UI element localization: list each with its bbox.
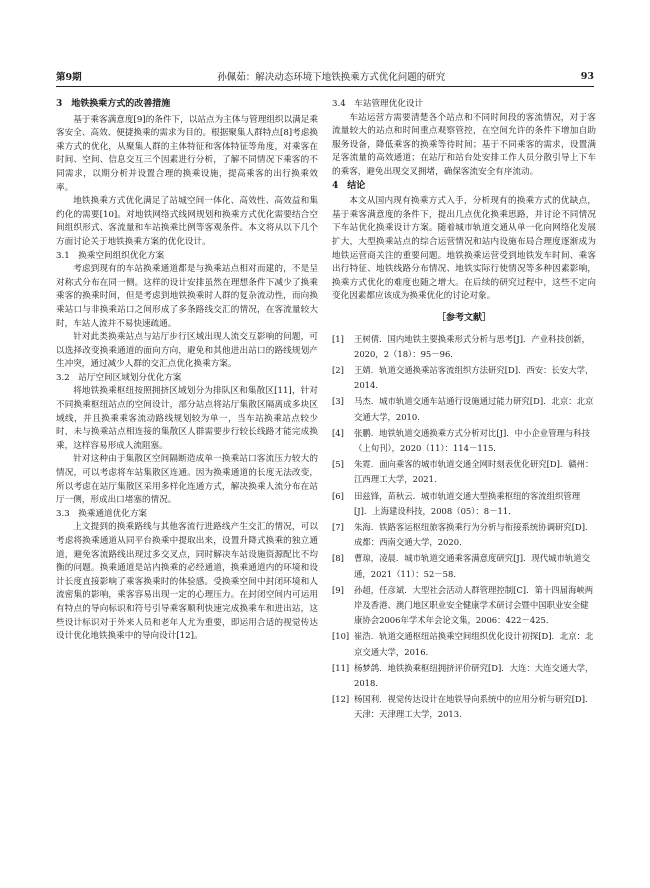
reference-text: 朱霓．面向乘客的城市轨道交通全网时刻表优化研究[D]．赣州：江西理工大学，2021．	[354, 459, 594, 485]
paragraph: 针对此类换乘站点与站厅步行区域出现人流交互影响的问题，可以选择改变换乘通道的面向方向，避免和其他进出站口的路线规划产生冲突，通过减少人群的交汇点优化换乘方案。	[56, 332, 318, 370]
reference-text: 曹琼，凌晨．城市轨道交通乘客满意度研究[J]．现代城市轨道交通，2021（11）：52－58．	[354, 553, 591, 579]
subsection-heading: 3.2 站厅空间区域划分优化方案	[56, 372, 182, 383]
page-number: 93	[580, 70, 594, 82]
header-rule	[56, 86, 594, 87]
reference-item	[332, 426, 596, 456]
paragraph: 基于乘客满意度[9]的条件下，以站点为主体与管理组织以满足乘客安全、高效、便捷换乘的需求为目的。根据聚集人群特点[8]考虑换乘方式的优化，从聚集人群的主体特征和客体特征等角度，对乘客在时间、空间、信息交互三个因素进行分析，了解不同情况下乘客的不同需求，以期分析并设置合理的换乘设施，提高乘客的出行换乘效率。	[56, 114, 318, 193]
reference-item	[332, 332, 596, 362]
reference-text: 朱海．铁路客运枢纽旅客换乘行为分析与衔接系统协调研究[D]．成都：西南交通大学，2020．	[354, 521, 594, 548]
reference-number: [1]	[332, 333, 344, 344]
reference-item	[332, 629, 596, 659]
references-title: ［参考文献］	[436, 312, 491, 323]
left-column	[56, 98, 318, 644]
paragraph: 针对这种由于集散区空间隔断造成单一换乘站口客流压力较大的情况，可以考虑将车站集散区连通。因为换乘通道的长度无法改变，所以考虑在站厅集散区采用多样化连通方式，解决换乘人流分布在站厅一侧，形成出口堵塞的情况。	[56, 454, 318, 506]
reference-text: 王树倩．国内地铁主要换乘形式分析与思考[J]．产业科技创新，2020，2（18）：95－96．	[354, 333, 591, 359]
issue-number: 第9期	[56, 72, 82, 83]
subsection-heading: 3.3 换乘通道优化方案	[56, 508, 148, 519]
reference-item	[332, 520, 596, 550]
reference-number: [4]	[332, 427, 344, 438]
reference-text: 田兹锋，苗秋云．城市轨道交通大型换乘枢纽的客流组织管理[J]．上海建设科技，2008（05）：8－11．	[354, 490, 581, 516]
paragraph: 考虑到现有的车站换乘通道都是与换乘站点相对而建的，不是呈对称式分布在同一侧。这样的设计安排虽然在理想条件下减少了换乘乘客的换乘时间，但是考虑到地铁换乘时人群的复杂流动性，而向换乘站口与非换乘站口之间形成了多条路线交汇的情况，在客流量较大时，车站人流并不易快速疏通。	[56, 264, 318, 329]
running-title: 孙佩茹：解决动态环境下地铁换乘方式优化问题的研究	[217, 72, 446, 83]
reference-item	[332, 457, 596, 487]
subsection-heading: 3.1 换乘空间组织优化方案	[56, 250, 165, 261]
reference-item	[332, 551, 596, 581]
right-column-body	[332, 98, 596, 304]
reference-text: 张鹏．地铁轨道交通换乘方式分析对比[J]．中小企业管理与科技（上旬刊），2020（11）：114－115．	[354, 427, 591, 453]
reference-text: 孙超，任彦斌．大型社会活动人群管理控制[C]．第十四届海峡两岸及香港、澳门地区职业安全健康学术研讨会暨中国职业安全健康协会2006年学术年会论文集，2006：422－425．	[354, 584, 594, 626]
right-column	[332, 98, 596, 724]
reference-text: 杨梦鸽．地铁换乘枢纽拥挤评价研究[D]．大连：大连交通大学，2018．	[354, 662, 594, 688]
paragraph: 车站运营方需要清楚各个站点和不同时间段的客流情况，对于客流量较大的站点和时间重点观察管控，在空间允许的条件下增加自助服务设备，降低乘客的换乘等待时间；基于不同乘客的需求，设置满足客流量的高效通道；在站厅和站台处安排工作人员分散引导上下车的乘客，避免出现交叉拥堵，确保客流安全有序流动。	[332, 112, 596, 177]
reference-item	[332, 394, 596, 424]
running-header	[56, 68, 594, 84]
reference-number: [3]	[332, 396, 344, 407]
reference-text: 崔浩．轨道交通枢纽站换乘空间组织优化设计初探[D]．北京：北京交通大学，2016．	[354, 631, 594, 657]
reference-number: [2]	[332, 364, 344, 375]
reference-number: [8]	[332, 553, 344, 564]
paragraph: 本文从国内现有换乘方式入手，分析现有的换乘方式的优缺点，基于乘客满意度的条件下，提出几点优化换乘思路，并讨论不同情况下车站优化换乘设计方案。随着城市轨道交通从单一化向网络化发展扩大，大型换乘站点的综合运营情况和站内设施布局合理度逐渐成为地铁运营商关注的重要问题。地铁换乘运营受到地铁发车时间、乘客出行特征、地铁线路分布情况、地铁实际行使情况等多种因素影响，换乘方式优化的难度也随之增大。在后续的研究过程中，这些不定向变化因素都应该成为换乘优化的讨论对象。	[332, 196, 596, 302]
reference-text: 杨国利．视觉传达设计在地铁导向系统中的应用分析与研究[D]．天津：天津理工大学，2013．	[354, 694, 594, 720]
reference-item	[332, 583, 596, 629]
reference-item	[332, 489, 596, 519]
reference-number: [9]	[332, 584, 344, 595]
reference-number: [6]	[332, 490, 344, 501]
references-list	[332, 332, 596, 723]
reference-number: [10]	[332, 631, 350, 642]
paragraph: 上文提到的换乘路线与其他客流行进路线产生交汇的情况，可以考虑将换乘通道从同平台换乘中提取出来，设置升降式换乘的独立通道，避免客流路线出现过多交叉点，同时解决车站设施资源配比不均衡的问题。换乘通道是站内换乘的必经通道，换乘通道内的环境和设计长度直接影响了乘客换乘时的体验感。受换乘空间中封闭环境和人流密集的影响，乘客容易出现一定的心理压力。在封闭空间内可运用有特点的导向标识和符号引导乘客顺利快速完成换乘车和进出站，这些设计标识对于外来人员和老年人尤为重要，即运用合适的视觉传达设计优化地铁换乘中的导向设计[12]。	[56, 522, 318, 642]
reference-number: [7]	[332, 521, 344, 532]
reference-number: [12]	[332, 694, 350, 705]
section-heading: 4 结论	[332, 180, 366, 191]
reference-item	[332, 363, 596, 393]
reference-number: [5]	[332, 459, 344, 470]
reference-item	[332, 661, 596, 691]
section-heading: 3 地铁换乘方式的改善措施	[56, 99, 171, 109]
reference-text: 王婧．轨道交通换乘站客流组织方法研究[D]．西安：长安大学，2014．	[354, 364, 594, 391]
reference-number: [11]	[332, 662, 350, 673]
reference-item	[332, 692, 596, 722]
paragraph: 将地铁换乘枢纽按照拥挤区域划分为排队区和集散区[11]，针对不同换乘枢纽站点的空间设计，部分站点将站厅集散区隔离成多块区域线，并且换乘乘客流动路线规划较为单一，当车站换乘站点较少时，未与换乘站点相连接的集散区人群需要步行较长线路才能完成换乘，这样容易形成人流阻塞。	[56, 386, 318, 451]
reference-text: 马杰．城市轨道交通车站通行设施通过能力研究[D]．北京：北京交通大学，2010．	[354, 396, 594, 422]
paragraph: 地铁换乘方式优化满足了站城空间一体化、高效性、高效益和集约化的需要[10]。对地铁网络式线网规划和换乘方式优化需要结合空间组织形式、客流量和车站换乘比例等客观条件。本文将从以下几个方面讨论关于地铁换乘方案的优化设计。	[56, 196, 318, 247]
subsection-heading: 3.4 车站管理优化设计	[332, 99, 424, 109]
